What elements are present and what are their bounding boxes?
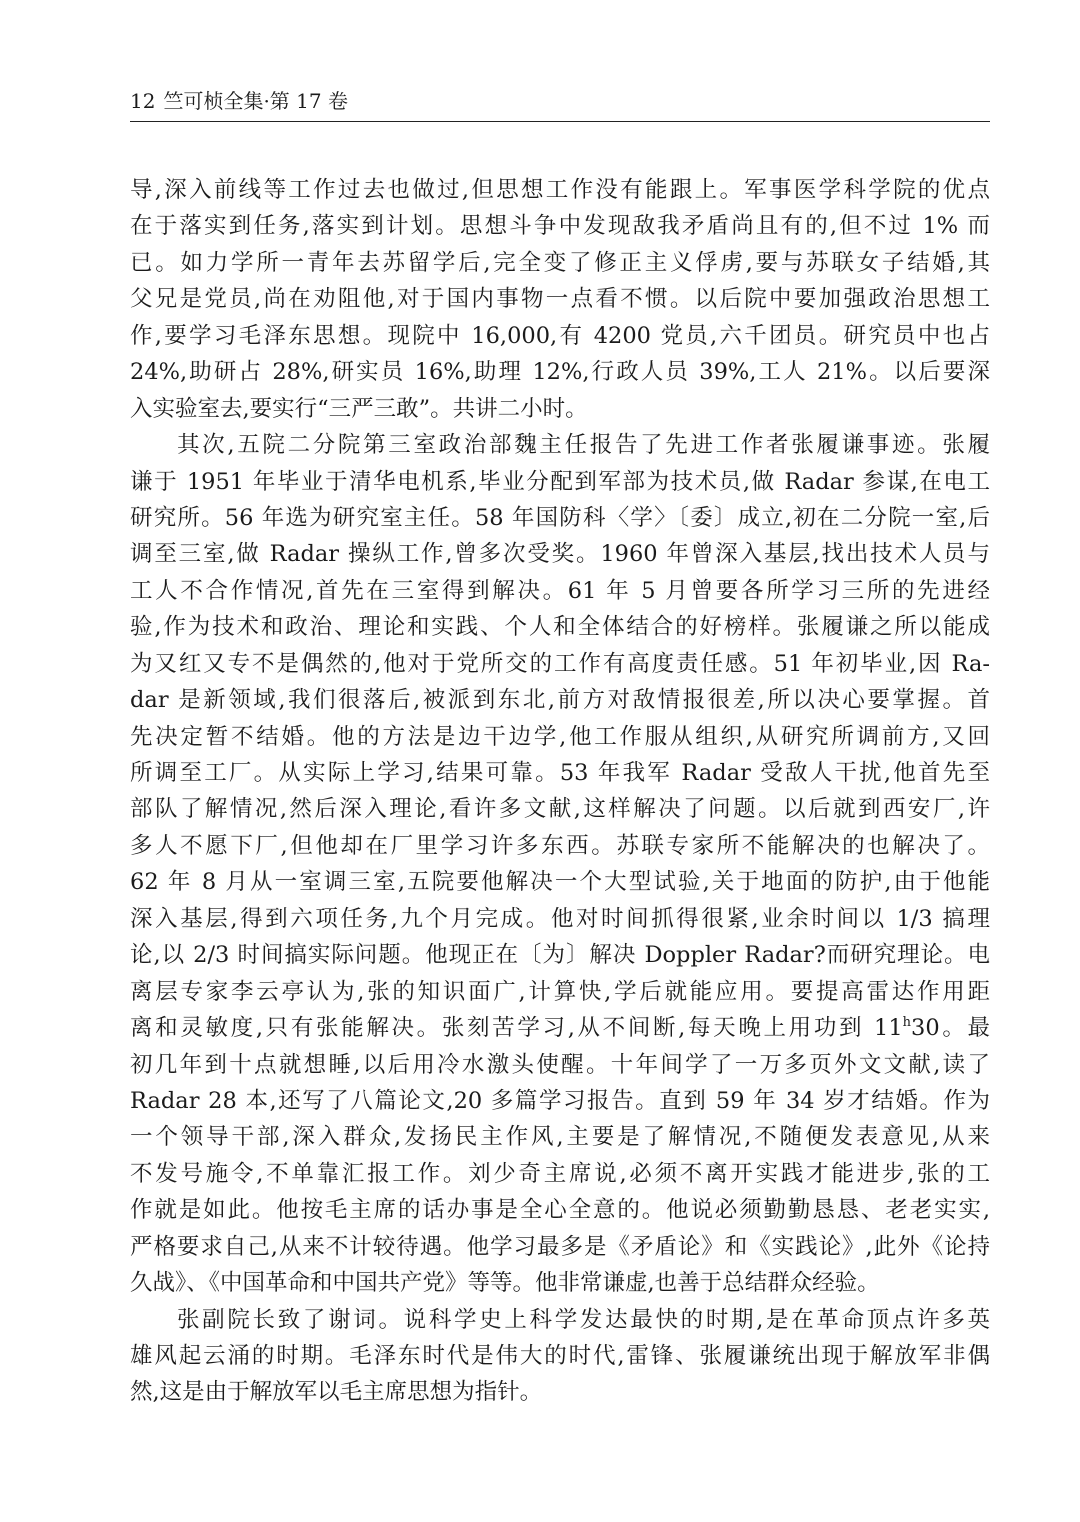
text-line: 论,以 2/3 时间搞实际问题。他现正在〔为〕解决 Doppler Radar?而研究理论。电 [130, 942, 990, 969]
text-segment: 离和灵敏度,只有张能解决。张刻苦学习,从不间断,每天晚上用功到 11 [130, 1015, 903, 1042]
text-line: 验,作为技术和政治、理论和实践、个人和全体结合的好榜样。张履谦之所以能成 [130, 614, 990, 641]
text-line: 不发号施令,不单靠汇报工作。刘少奇主席说,必须不离开实践才能进步,张的工 [130, 1160, 990, 1187]
text-line: 为又红又专不是偶然的,他对于党所交的工作有高度责任感。51 年初毕业,因 Ra- [130, 650, 990, 677]
text-line: 多人不愿下厂,但他却在厂里学习许多东西。苏联专家所不能解决的也解决了。 [130, 832, 990, 859]
text-line: 导,深入前线等工作过去也做过,但思想工作没有能跟上。军事医学科学院的优点 [130, 177, 990, 203]
page-number: 12 [130, 89, 156, 113]
text-line: 张副院长致了谢词。说科学史上科学发达最快的时期,是在革命顶点许多英 [177, 1306, 990, 1333]
body-text [130, 172, 990, 1411]
text-line: 研究所。56 年选为研究室主任。58 年国防科〈学〉〔委〕成立,初在二分院一室,后 [130, 504, 990, 531]
running-title: 竺可桢全集·第 17 卷 [163, 89, 348, 113]
text-line [130, 1010, 990, 1046]
text-line: 雄风起云涌的时期。毛泽东时代是伟大的时代,雷锋、张履谦统出现于解放军非偶 [130, 1343, 990, 1369]
text-segment: 30。最 [911, 1015, 990, 1042]
text-line: 已。如力学所一青年去苏留学后,完全变了修正主义俘虏,要与苏联女子结婚,其 [130, 249, 990, 276]
text-line: 其次,五院二分院第三室政治部魏主任报告了先进工作者张履谦事迹。张履 [177, 432, 990, 459]
text-line: 作,要学习毛泽东思想。现院中 16,000,有 4200 党员,六千团员。研究员中也占 [130, 322, 990, 349]
text-line: 严格要求自己,从来不计较待遇。他学习最多是《矛盾论》和《实践论》,此外《论持 [130, 1233, 990, 1260]
text-line: 工人不合作情况,首先在三室得到解决。61 年 5 月曾要各所学习三所的先进经 [130, 577, 990, 604]
text-line: 离层专家李云亭认为,张的知识面广,计算快,学后就能应用。要提高雷达作用距 [130, 978, 990, 1005]
text-line: 部队了解情况,然后深入理论,看许多文献,这样解决了问题。以后就到西安厂,许 [130, 796, 990, 823]
text-line: 入实验室去,要实行“三严三敢”。共讲二小时。 [130, 395, 588, 422]
text-line: 谦于 1951 年毕业于清华电机系,毕业分配到军部为技术员,做 Radar 参谋,在电工 [130, 468, 990, 495]
text-line: 父兄是党员,尚在劝阻他,对于国内事物一点看不惯。以后院中要加强政治思想工 [130, 286, 990, 313]
text-line: 先决定暂不结婚。他的方法是边干边学,他工作服从组织,从研究所调前方,又回 [130, 723, 990, 750]
text-line: 62 年 8 月从一室调三室,五院要他解决一个大型试验,关于地面的防护,由于他能 [130, 869, 990, 896]
superscript-h: h [902, 1015, 912, 1031]
paragraph [130, 427, 990, 1302]
header-rule [130, 121, 990, 122]
text-line: 24%,助研占 28%,研实员 16%,助理 12%,行政人员 39%,工人 21%。以后要深 [130, 359, 990, 386]
text-line: 深入基层,得到六项任务,九个月完成。他对时间抓得很紧,业余时间以 1/3 搞理 [130, 905, 990, 932]
text-line: 然,这是由于解放军以毛主席思想为指针。 [130, 1379, 543, 1406]
text-line: 在于落实到任务,落实到计划。思想斗争中发现敌我矛盾尚且有的,但不过 1% 而 [130, 213, 990, 240]
text-line: 作就是如此。他按毛主席的话办事是全心全意的。他说必须勤勤恳恳、老老实实, [130, 1197, 990, 1224]
paragraph [130, 1302, 990, 1411]
paragraph [130, 172, 990, 427]
text-line: 所调至工厂。从实际上学习,结果可靠。53 年我军 Radar 受敌人干扰,他首先至 [130, 760, 990, 786]
text-line: Radar 28 本,还写了八篇论文,20 多篇学习报告。直到 59 年 34 岁才结婚。作为 [130, 1087, 990, 1114]
text-line: 一个领导干部,深入群众,发扬民主作风,主要是了解情况,不随便发表意见,从来 [130, 1124, 990, 1151]
text-line: 调至三室,做 Radar 操纵工作,曾多次受奖。1960 年曾深入基层,找出技术人员与 [130, 541, 990, 568]
text-line: 久战》、《中国革命和中国共产党》等等。他非常谦虚,也善于总结群众经验。 [130, 1270, 880, 1297]
running-header [130, 86, 990, 116]
text-line: dar 是新领域,我们很落后,被派到东北,前方对敌情报很差,所以决心要掌握。首 [130, 687, 990, 714]
text-line: 初几年到十点就想睡,以后用冷水激头使醒。十年间学了一万多页外文文献,读了 [130, 1051, 990, 1078]
